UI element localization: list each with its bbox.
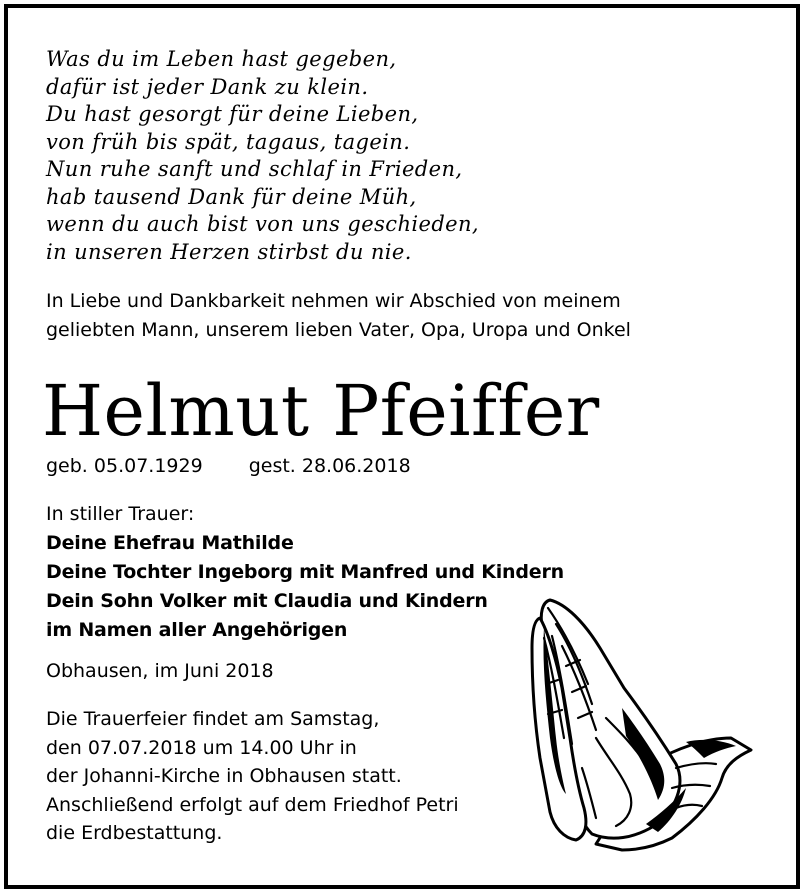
poem-line: Du hast gesorgt für deine Lieben,: [46, 102, 419, 126]
mourners-heading: In stiller Trauer:: [46, 503, 195, 525]
poem-line: von früh bis spät, tagaus, tagein.: [46, 129, 411, 154]
intro-line: In Liebe und Dankbarkeit nehmen wir Abschied von meinem: [46, 290, 621, 312]
service-line: Anschließend erfolgt auf dem Friedhof Petri: [46, 793, 459, 816]
life-dates: [46, 452, 411, 481]
service-line: die Erdbestattung.: [46, 822, 223, 844]
birth-date: geb. 05.07.1929: [46, 455, 203, 477]
mourner-name: Deine Ehefrau Mathilde: [46, 532, 294, 554]
mourner-name: Deine Tochter Ingeborg mit Manfred und Kindern: [46, 561, 564, 583]
death-date: gest. 28.06.2018: [248, 455, 411, 477]
service-info: [46, 705, 459, 848]
poem-line: Was du im Leben hast gegeben,: [46, 47, 397, 71]
mourner-name: Dein Sohn Volker mit Claudia und Kindern: [46, 590, 488, 612]
intro-line: geliebten Mann, unserem lieben Vater, Opa, Uropa und Onkel: [46, 319, 631, 341]
poem-line: dafür ist jeder Dank zu klein.: [46, 74, 369, 99]
poem-line: hab tausend Dank für deine Müh,: [46, 184, 417, 209]
service-line: der Johanni-Kirche in Obhausen statt.: [46, 765, 402, 787]
poem-line: wenn du auch bist von uns geschieden,: [46, 212, 479, 236]
praying-hands-icon: [526, 588, 758, 854]
place-date: Obhausen, im Juni 2018: [46, 660, 274, 682]
poem: [46, 46, 479, 266]
service-line: Die Trauerfeier findet am Samstag,: [46, 708, 380, 730]
mourner-name: im Namen aller Angehörigen: [46, 619, 348, 641]
service-line: den 07.07.2018 um 14.00 Uhr in: [46, 736, 357, 759]
poem-line: in unseren Herzen stirbst du nie.: [46, 239, 412, 264]
mourners: [46, 500, 564, 645]
poem-line: Nun ruhe sanft und schlaf in Frieden,: [46, 157, 463, 181]
deceased-name: Helmut Pfeiffer: [42, 370, 600, 452]
intro-text: [46, 287, 631, 345]
